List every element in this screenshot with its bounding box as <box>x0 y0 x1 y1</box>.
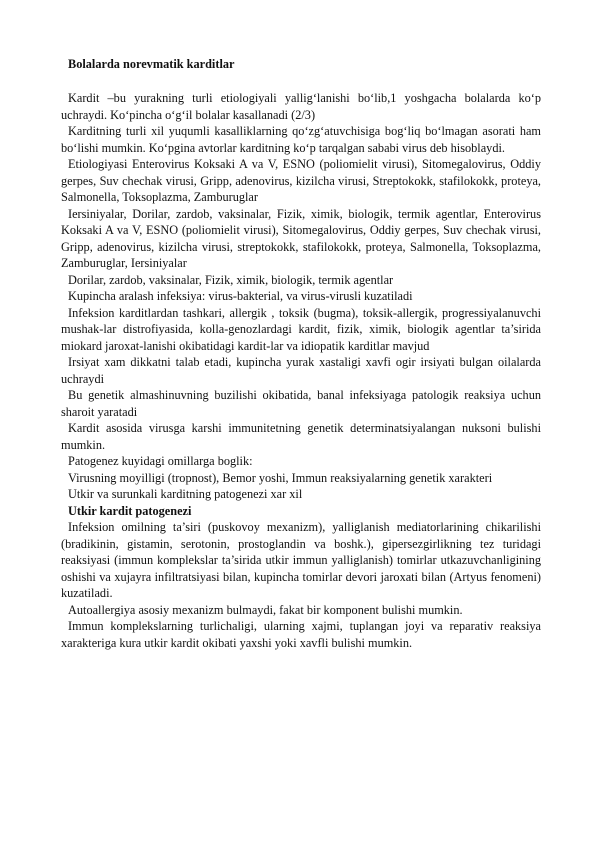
paragraph: Etiologiyasi Enterovirus Koksaki A va V, ESNO (poliomielit virusi), Sitomegalovirus, Oddiy gerpes, Suv chechak virusi, Gripp, adenovirus, kizilcha virusi, Streptokokk, stafilokokk, proteya, Salmonella, Toksoplazma, Zamburuglar <box>61 157 541 204</box>
paragraph: Utkir va surunkali karditning patogenezi xar xil <box>68 487 303 501</box>
paragraph: Dorilar, zardob, vaksinalar, Fizik, ximik, biologik, termik agentlar <box>68 272 394 287</box>
paragraph: Autoallergiya asosiy mexanizm bulmaydi, fakat bir komponent bulishi mumkin. <box>68 602 463 617</box>
paragraph: Irsiyat xam dikkatni talab etadi, kupincha yurak xastaligi xavfi ogir irsiyati bulgan oilalarda uchraydi <box>61 355 541 386</box>
paragraph: Kardit asosida virusga karshi immunitetning genetik determinatsiyalangan nuksoni bulishi mumkin. <box>61 421 541 452</box>
paragraph: Infeksion omilning ta’siri (puskovoy mexanizm), yalliglanish mediatorlarining chikarilishi (bradikinin, gistamin, serotonin, prostoglandin va boshk.), gipersezgirlikning tez turidagi reaksiyasi (immun komplekslar ta’sirida utkir immun yalliglanish) tomirlar utkazuvchanligining oshishi va xujayra infiltratsiyasi bilan, kupincha tomirlar devori jaroxati bilan (Artyus fenomeni) kuzatiladi. <box>61 520 541 600</box>
paragraph: Patogenez kuyidagi omillarga boglik: <box>68 454 253 468</box>
paragraph: Infeksion karditlardan tashkari, allergik , toksik (bugma), toksik-allergik, progressiyalanuvchi mushak-lar distrofiyasida, kolla-genozlardagi kardit, fizik, ximik, biologik agentlar ta’sirida miokard jaroxat-lanishi okibatidagi kardit-lar va idiopatik karditlar mavjud <box>61 305 541 353</box>
paragraph: Bu genetik almashinuvning buzilishi okibatida, banal infeksiyaga patologik reaksiya uchun sharoit yaratadi <box>61 388 541 419</box>
paragraph: Iersiniyalar, Dorilar, zardob, vaksinalar, Fizik, ximik, biologik, termik agentlar, Enterovirus Koksaki A va V, ESNO (poliomielit virusi), Sitomegalovirus, Oddiy gerpes, Suv chechak virusi, Gripp, adenovirus, kizilcha virusi, streptokokk, stafilokokk, proteya, Salmonella, Toksoplazma, Zamburuglar, Iersiniyalar <box>61 206 541 270</box>
paragraph: Virusning moyilligi (tropnost), Bemor yoshi, Immun reaksiyalarning genetik xarakteri <box>68 470 493 485</box>
paragraph: Kardit –bu yurakning turli etiologiyali yallig‘lanishi bo‘lib,1 yoshgacha bolalarda ko‘p uchraydi. Ko‘pincha o‘g‘il bolalar kasallanadi (2/3) <box>61 91 541 122</box>
paragraph: Kupincha aralash infeksiya: virus-bakterial, va virus-virusli kuzatiladi <box>68 289 413 303</box>
paragraph: Karditning turli xil yuqumli kasalliklarning qo‘zg‘atuvchisiga bog‘liq bo‘lmagan asorati ham bo‘lishi mumkin. Ko‘pgina avtorlar karditning ko‘p tarqalgan sababi virus deb hisoblaydi. <box>61 124 541 155</box>
document-title: Bolalarda norevmatik karditlar <box>68 57 235 71</box>
paragraph: Immun komplekslarning turlichaligi, ularning xajmi, tuplangan joyi va reparativ reaksiya xarakteriga kura utkir kardit okibati yaxshi yoki xavfli bulishi mumkin. <box>61 619 541 650</box>
section-subheading: Utkir kardit patogenezi <box>68 503 192 518</box>
